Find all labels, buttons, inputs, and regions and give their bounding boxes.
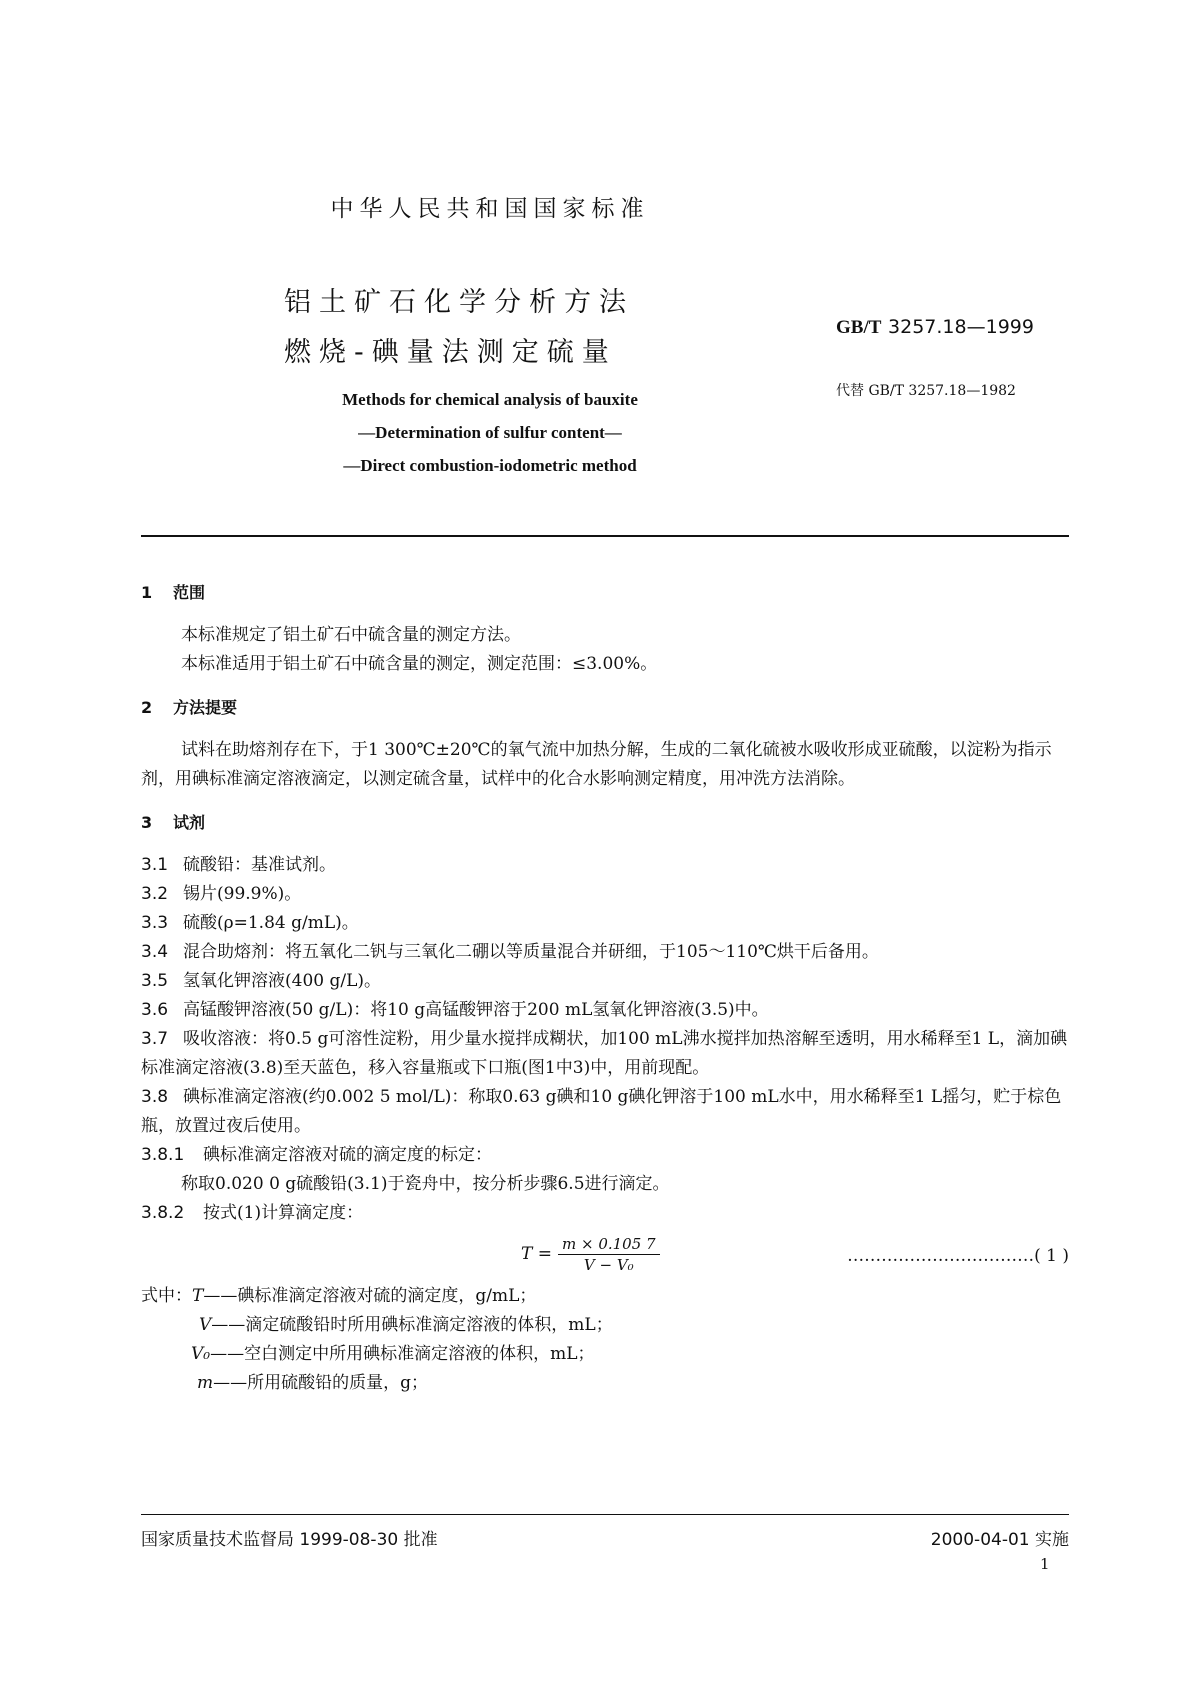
- section-heading: [141, 693, 1069, 722]
- paragraph: 本标准规定了铝土矿石中硫含量的测定方法。: [181, 625, 521, 645]
- item-number: 3.4: [141, 942, 169, 962]
- item-number: 3.2: [141, 884, 169, 904]
- section-title: 范围: [173, 583, 206, 602]
- code-number: 3257.18—1999: [888, 316, 1034, 338]
- approval-date: 国家质量技术监督局 1999-08-30 批准: [141, 1530, 438, 1550]
- page-number: 1: [1040, 1555, 1050, 1573]
- subitem-3-8-2: [141, 1199, 1069, 1228]
- formula-1: [141, 1234, 1069, 1276]
- item-number: 3.8.1: [141, 1145, 185, 1165]
- item-text: 硫酸(ρ=1.84 g/mL)。: [183, 913, 359, 933]
- implementation-date: 2000-04-01 实施: [930, 1530, 1069, 1550]
- fraction: [521, 1234, 660, 1275]
- item-text: 混合助熔剂：将五氧化二钒与三氧化二硼以等质量混合并研细，于105～110℃烘干后备用。: [183, 942, 879, 962]
- replaces-note: 代替 GB/T 3257.18—1982: [836, 383, 1016, 399]
- reagent-item: [141, 1025, 1069, 1083]
- section-heading: [141, 578, 1069, 607]
- top-rule: [141, 535, 1069, 537]
- reagent-item: [141, 909, 1069, 938]
- section-heading: [141, 808, 1069, 837]
- item-text: 碘标准滴定溶液对硫的滴定度的标定：: [203, 1145, 492, 1165]
- subitem-3-8-1: [141, 1141, 1069, 1170]
- reagent-item: [141, 938, 1069, 967]
- formula-lhs: T =: [521, 1244, 552, 1264]
- reagent-item: [141, 967, 1069, 996]
- symbol: T: [192, 1286, 204, 1306]
- title-line-2: 燃烧-碘量法测定硫量: [284, 337, 617, 368]
- eq-label: ( 1 ): [1034, 1246, 1069, 1266]
- title-line-1: 铝土矿石化学分析方法: [284, 287, 634, 318]
- section-number: 3: [141, 813, 153, 832]
- item-number: 3.6: [141, 1000, 169, 1020]
- item-text: 吸收溶液：将0.5 g可溶性淀粉，用少量水搅拌成糊状，加100 mL沸水搅拌加热溶解至透明，用水稀释至1 L，滴加碘标准滴定溶液(3.8)至天蓝色，移入容量瓶或下口瓶(图1中3)中，用前现配。: [141, 1029, 1068, 1078]
- item-text: 锡片(99.9%)。: [183, 884, 302, 904]
- section-number: 2: [141, 698, 153, 717]
- paragraph: 称取0.020 0 g硫酸铅(3.1)于瓷舟中，按分析步骤6.5进行滴定。: [181, 1174, 670, 1194]
- paragraph: 本标准适用于铝土矿石中硫含量的测定，测定范围：≤3.00%。: [181, 654, 658, 674]
- item-number: 3.7: [141, 1029, 169, 1049]
- leader-dots: ……………………………: [847, 1246, 1035, 1266]
- definition: ——空白测定中所用碘标准滴定溶液的体积，mL；: [210, 1344, 595, 1364]
- code-prefix: GB/T: [836, 317, 882, 338]
- reagent-item: [141, 880, 1069, 909]
- section-number: 1: [141, 583, 153, 602]
- denominator: V − V₀: [583, 1256, 634, 1274]
- item-number: 3.1: [141, 855, 169, 875]
- symbol: V₀: [191, 1344, 211, 1364]
- item-text: 硫酸铅：基准试剂。: [183, 855, 336, 875]
- english-title-2: —Determination of sulfur content—: [358, 423, 622, 442]
- footer-rule: [141, 1514, 1069, 1515]
- item-number: 3.8.2: [141, 1203, 185, 1223]
- symbol: V: [199, 1315, 212, 1335]
- definition: ——所用硫酸铅的质量，g；: [213, 1373, 429, 1393]
- equation-number: [847, 1242, 1069, 1271]
- section-title: 方法提要: [173, 698, 238, 717]
- item-text: 高锰酸钾溶液(50 g/L)：将10 g高锰酸钾溶于200 mL氢氧化钾溶液(3.5)中。: [183, 1000, 769, 1020]
- item-number: 3.5: [141, 971, 169, 991]
- where-line: [141, 1369, 1069, 1398]
- document-body: [141, 578, 1069, 1398]
- where-line: [141, 1340, 1069, 1369]
- definition: ——碘标准滴定溶液对硫的滴定度，g/mL；: [203, 1286, 537, 1306]
- item-number: 3.3: [141, 913, 169, 933]
- numerator: m × 0.105 7: [558, 1234, 660, 1255]
- where-line: [141, 1282, 1069, 1311]
- reagent-item: [141, 1083, 1069, 1141]
- item-number: 3.8: [141, 1087, 169, 1107]
- reagent-item: [141, 996, 1069, 1025]
- where-line: [141, 1311, 1069, 1340]
- definition: ——滴定硫酸铅时所用碘标准滴定溶液的体积，mL；: [211, 1315, 613, 1335]
- reagent-item: [141, 851, 1069, 880]
- item-text: 按式(1)计算滴定度：: [203, 1203, 364, 1223]
- item-text: 碘标准滴定溶液(约0.002 5 mol/L)：称取0.63 g碘和10 g碘化钾溶于100 mL水中，用水稀释至1 L摇匀，贮于棕色瓶，放置过夜后使用。: [141, 1087, 1062, 1136]
- english-title-3: —Direct combustion-iodometric method: [343, 456, 637, 475]
- item-text: 氢氧化钾溶液(400 g/L)。: [183, 971, 382, 991]
- paragraph: 试料在助熔剂存在下，于1 300℃±20℃的氧气流中加热分解，生成的二氧化硫被水吸收形成亚硫酸，以淀粉为指示剂，用碘标准滴定溶液滴定，以测定硫含量，试样中的化合水影响测定精度，用冲洗方法消除。: [141, 740, 1052, 789]
- where-prefix: 式中：: [141, 1286, 192, 1306]
- standard-code: [836, 316, 1034, 339]
- english-title-1: Methods for chemical analysis of bauxite: [342, 390, 638, 409]
- national-standard-heading: 中华人民共和国国家标准: [330, 196, 650, 222]
- symbol: m: [197, 1373, 214, 1393]
- section-title: 试剂: [173, 813, 206, 832]
